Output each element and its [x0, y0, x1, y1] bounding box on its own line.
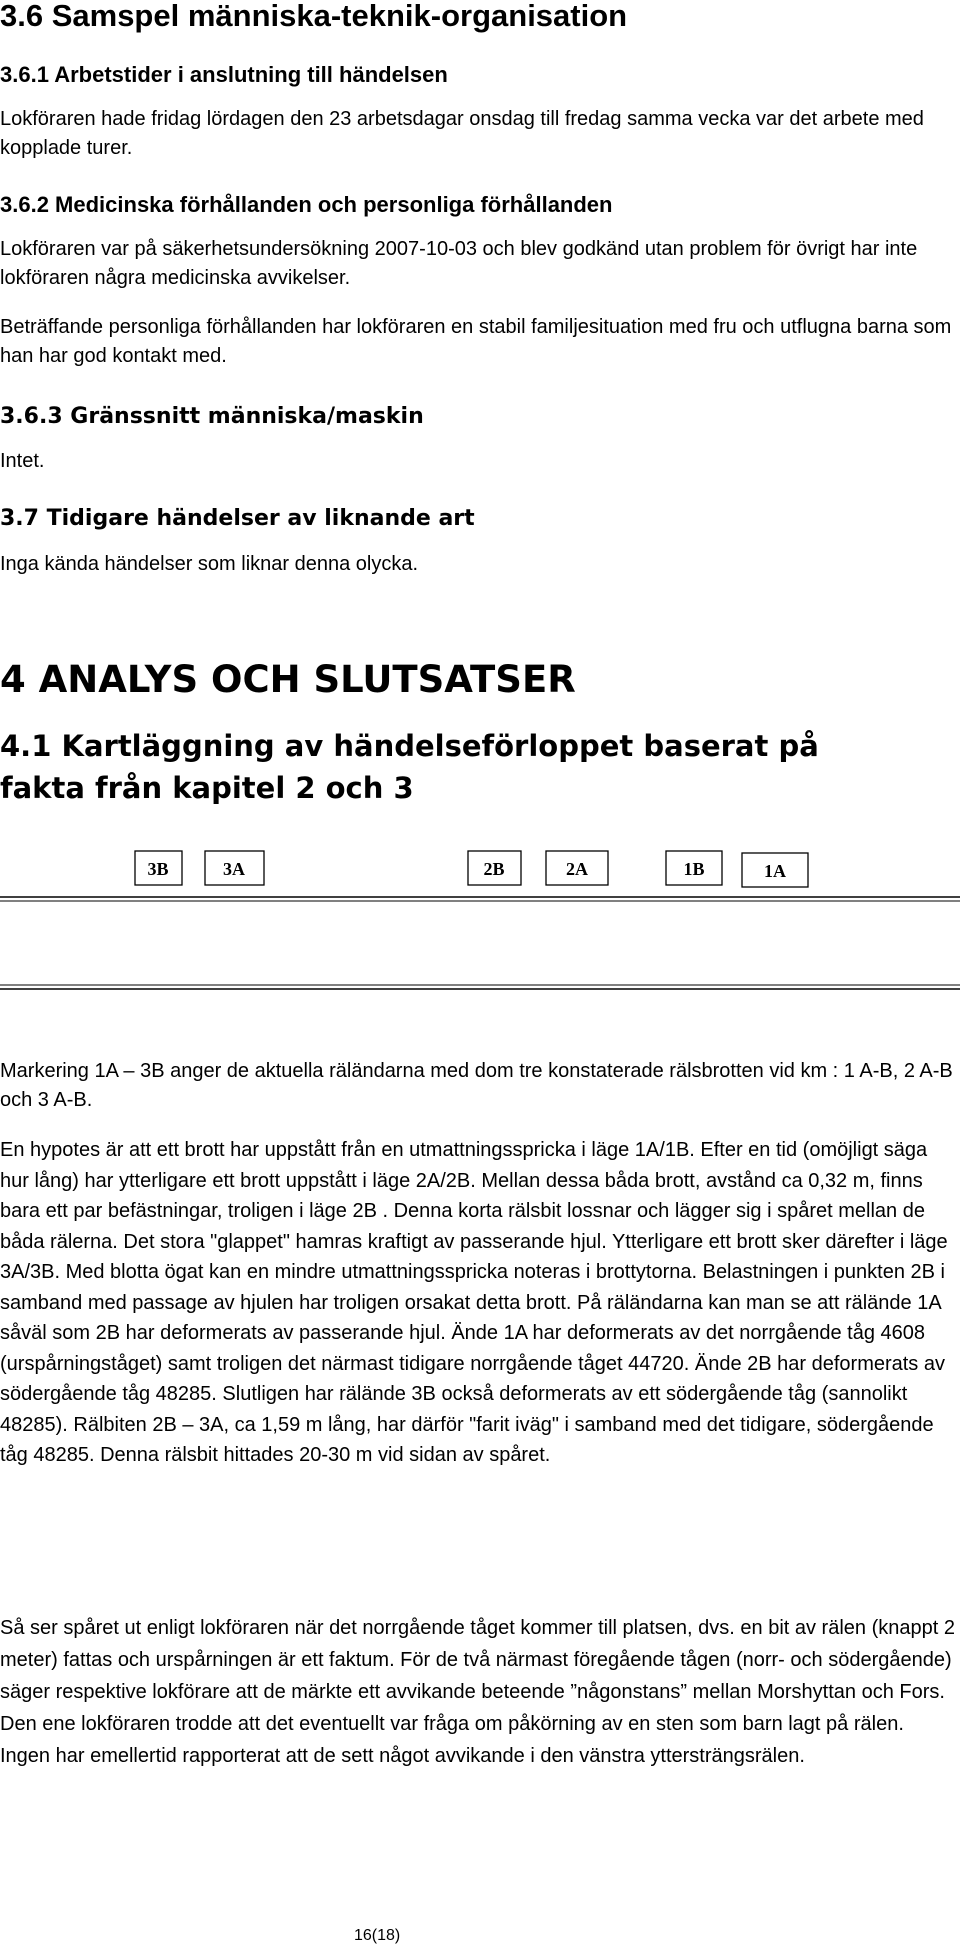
paragraph-interface: Intet.: [0, 450, 45, 472]
heading-3-6: 3.6 Samspel människa-teknik-organisation: [0, 0, 628, 33]
label-3b: 3B: [147, 859, 169, 879]
paragraph-hypothesis: En hypotes är att ett brott har uppstått från en utmattningsspricka i läge 1A/1B. Efter en tid (omöjligt säga hur lång) har ytterligare ett brott uppstått i läge 2A/2B. Mellan dessa båda brott, avstånd ca 0,32 m, finns bara ett par befästningar, troligen i läge 2B . Denna korta rälsbit lossnar och lägger sig i spåret mellan de båda rälerna. Det stora "glappet" hamras kraftigt av passerande hjul. Ytterligare ett brott sker därefter i läge 3A/3B. Med blotta ögat kan en mindre utmattningsspricka noteras i brottytorna. Belastningen i punkten 2B i samband med passage av hjulen har troligen orsakat detta brott. På räländarna kan man se att rälände 1A såväl som 2B har deformerats av passerande hjul. Ände 1A har deformerats av det norrgående tåg 4608 (urspårningståget) samt troligen det närmast tidigare norrgående tåget 44720. Ände 2B har deformerats av södergående tåg 48285. Slutligen har rälände 3B också deformerats av ett södergående tåg (sannolikt 48285). Rälbiten 2B – 3A, ca 1,59 m lång, har därför "farit iväg" i samband med det tidigare, södergående tåg 48285. Denna rälsbit hittades 20-30 m vid sidan av spåret.: [0, 1139, 948, 1466]
heading-3-6-1: 3.6.1 Arbetstider i anslutning till händelsen: [0, 62, 448, 87]
heading-3-6-2: 3.6.2 Medicinska förhållanden och personliga förhållanden: [0, 192, 613, 217]
heading-4-1: 4.1 Kartläggning av händelseförloppet baserat på fakta från kapitel 2 och 3: [0, 729, 819, 805]
paragraph-markings: Markering 1A – 3B anger de aktuella räländarna med dom tre konstaterade rälsbrotten vid km : 1 A-B, 2 A-B och 3 A-B.: [0, 1060, 953, 1111]
page-number: 16(18): [354, 1927, 401, 1944]
label-2b: 2B: [483, 859, 505, 879]
paragraph-previous-events: Inga kända händelser som liknar denna olycka.: [0, 553, 419, 575]
paragraph-personal-conditions: Beträffande personliga förhållanden har lokföraren en stabil familjesituation med fru och utflugna barna som han har god kontakt med.: [0, 316, 952, 367]
label-1a: 1A: [764, 861, 786, 881]
heading-3-7: 3.7 Tidigare händelser av liknande art: [0, 506, 475, 531]
heading-3-6-3: 3.6.3 Gränssnitt människa/maskin: [0, 404, 424, 429]
heading-4: 4 ANALYS OCH SLUTSATSER: [0, 658, 576, 701]
rail-break-diagram: [0, 835, 960, 1045]
paragraph-track-description: Så ser spåret ut enligt lokföraren när det norrgående tåget kommer till platsen, dvs. en bit av rälen (knappt 2 meter) fattas och urspårningen är ett faktum. För de två närmast föregående tågen (norr- och södergående) säger respektive lokförare att de märkte ett avvikande beteende ”någonstans” mellan Morshyttan och Fors. Den ene lokföraren trodde att det eventuellt var fråga om påkörning av en sten som barn lagt på rälen. Ingen har emellertid rapporterat att de sett något avvikande i den vänstra yttersträngsrälen.: [0, 1617, 955, 1767]
paragraph-medical-conditions: Lokföraren var på säkerhetsundersökning 2007-10-03 och blev godkänd utan problem för övrigt har inte lokföraren några medicinska avvikelser.: [0, 238, 918, 289]
label-2a: 2A: [566, 859, 588, 879]
paragraph-working-hours: Lokföraren hade fridag lördagen den 23 arbetsdagar onsdag till fredag samma vecka var det arbete med kopplade turer.: [0, 108, 924, 159]
label-3a: 3A: [223, 859, 245, 879]
label-1b: 1B: [683, 859, 705, 879]
